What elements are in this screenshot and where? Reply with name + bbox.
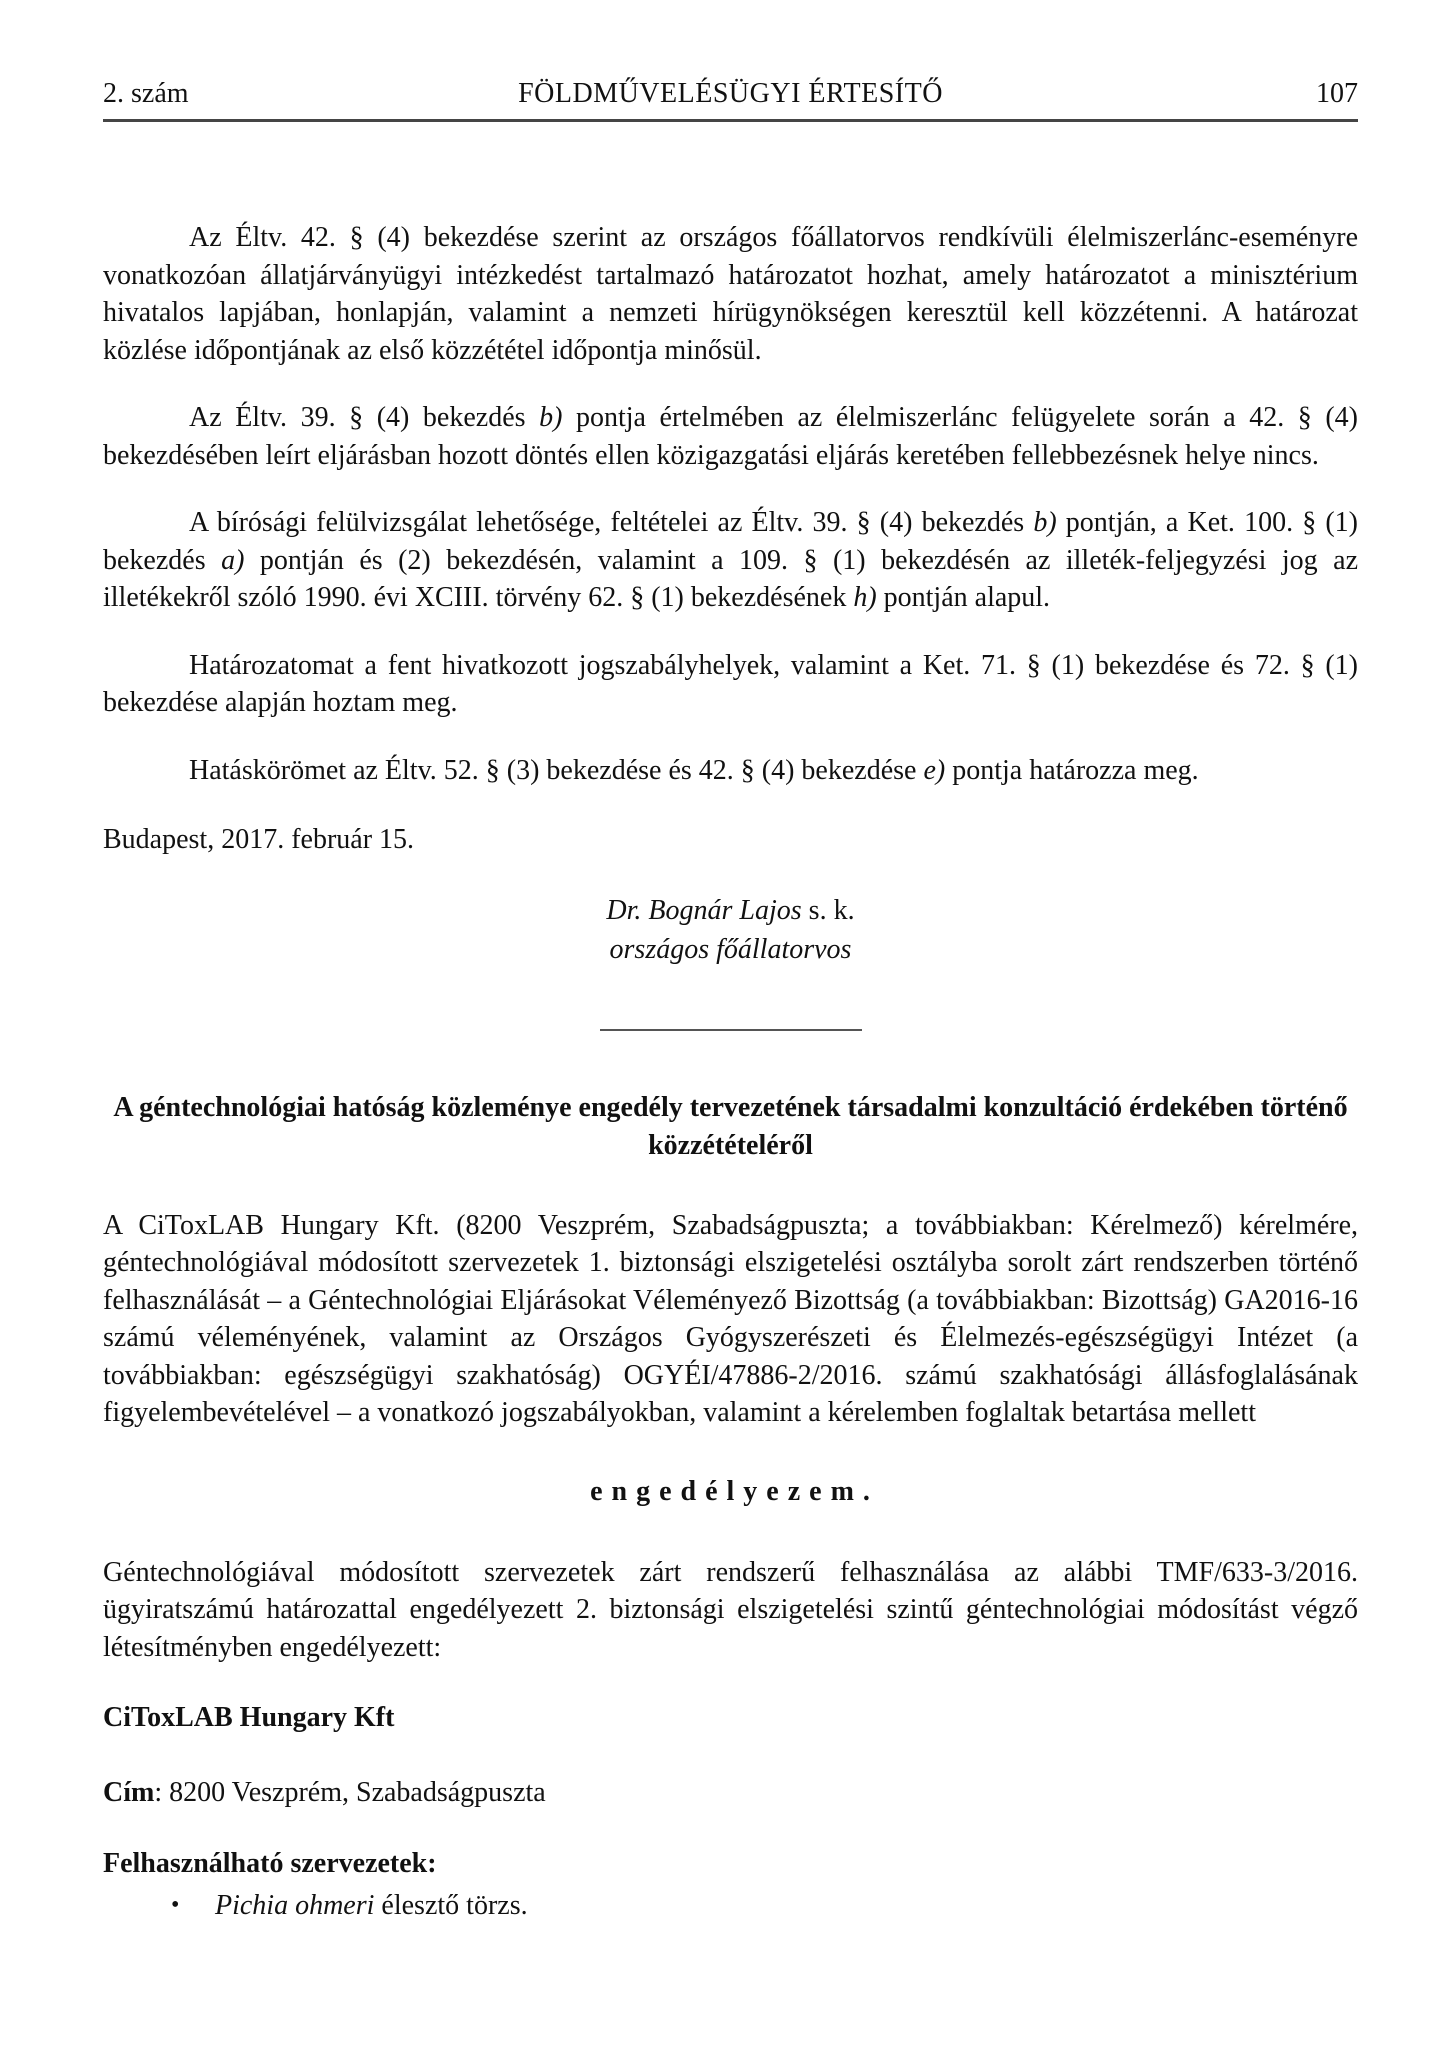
organisms-label: Felhasználható szervezetek: [103, 1847, 437, 1879]
paragraph-eltv-39: Az Éltv. 39. § (4) bekezdés b) pontja értelmében az élelmiszerlánc felügyelete során a 42. § (4) bekezdésében leírt eljárásban hozott döntés ellen közigazgatási eljárás keretében fellebbezésnek helye nincs. [103, 402, 1358, 471]
page-number: 107 [1316, 78, 1358, 109]
paragraph-gentech: Géntechnológiával módosított szervezetek zárt rendszerű felhasználása az alábbi TMF/633-3/2016. ügyiratszámú határozattal engedélyezett 2. biztonsági elszigetelési szintű géntechnológiai módosítást végző létesítményben engedélyezett: [103, 1556, 1358, 1663]
paragraph-eltv-42: Az Éltv. 42. § (4) bekezdése szerint az országos főállatorvos rendkívüli élelmiszerlánc-eseményre vonatkozóan állatjárványügyi intézkedést tartalmazó határozatot hozhat, amely határozatot a minisztérium hivatalos lapjában, honlapján, valamint a nemzeti hírügynökségen keresztül kell közzétenni. A határozat közlése időpontjának az első közzététel időpontja minősül. [103, 222, 1358, 366]
company-address: Cím: 8200 Veszprém, Szabadságpuszta [103, 1777, 546, 1808]
bullet-icon: • [171, 1891, 180, 1918]
header-rule [103, 119, 1358, 122]
dateline: Budapest, 2017. február 15. [103, 824, 415, 855]
page-header [103, 72, 1358, 112]
section-separator [600, 1029, 862, 1031]
publication-title: FÖLDMŰVELÉSÜGYI ÉRTESÍTŐ [518, 78, 943, 109]
organism-name: Pichia ohmeri élesztő törzs. [215, 1889, 528, 1921]
paragraph-citoxlab: A CiToxLAB Hungary Kft. (8200 Veszprém, Szabadságpuszta; a továbbiakban: Kérelmező) kérelmére, géntechnológiával módosított szervezetek 1. biztonsági elszigetelési osztályba sorolt zárt rendszerben történő felhasználását – a Géntechnológiai Eljárásokat Véleményező Bizottság (a továbbiakban: Bizottság) GA2016-16 számú véleményének, valamint az Országos Gyógyszerészeti és Élelmezés-egészségügyi Intézet (a továbbiakban: egészségügyi szakhatóság) OGYÉI/47886-2/2016. számú szakhatósági állásfoglalásának figyelembevételével – a vonatkozó jogszabályokban, valamint a kérelemben foglaltak betartása mellett [103, 1209, 1358, 1428]
signature-block [103, 891, 1358, 969]
issue-number: 2. szám [103, 78, 189, 109]
paragraph-hatarozatomat: Határozatomat a fent hivatkozott jogszabályhelyek, valamint a Ket. 71. § (1) bekezdése és 72. § (1) bekezdése alapján hoztam meg. [103, 649, 1358, 718]
paragraph-birosagi: A bírósági felülvizsgálat lehetősége, feltételei az Éltv. 39. § (4) bekezdés b) pontján, a Ket. 100. § (1) bekezdés a) pontján és (2) bekezdésén, valamint a 109. § (1) bekezdésén az illeték-feljegyzési jog az illetékekről szóló 1990. évi XCIII. törvény 62. § (1) bekezdésének h) pontján alapul. [103, 507, 1359, 613]
decision-word: e n g e d é l y e z e m . [590, 1475, 871, 1507]
list-item [103, 1886, 1358, 1925]
section-heading: A géntechnológiai hatóság közleménye engedély tervezetének társadalmi konzultáció érdekében történő közzétételéről [113, 1091, 1348, 1161]
company-name: CiToxLAB Hungary Kft [103, 1702, 395, 1733]
paragraph-hataskorom: Hatáskörömet az Éltv. 52. § (3) bekezdése és 42. § (4) bekezdése e) pontja határozza meg. [189, 754, 1199, 786]
signer-title: országos főállatorvos [609, 933, 852, 965]
signer-name: Dr. Bognár Lajos s. k. [606, 894, 855, 926]
